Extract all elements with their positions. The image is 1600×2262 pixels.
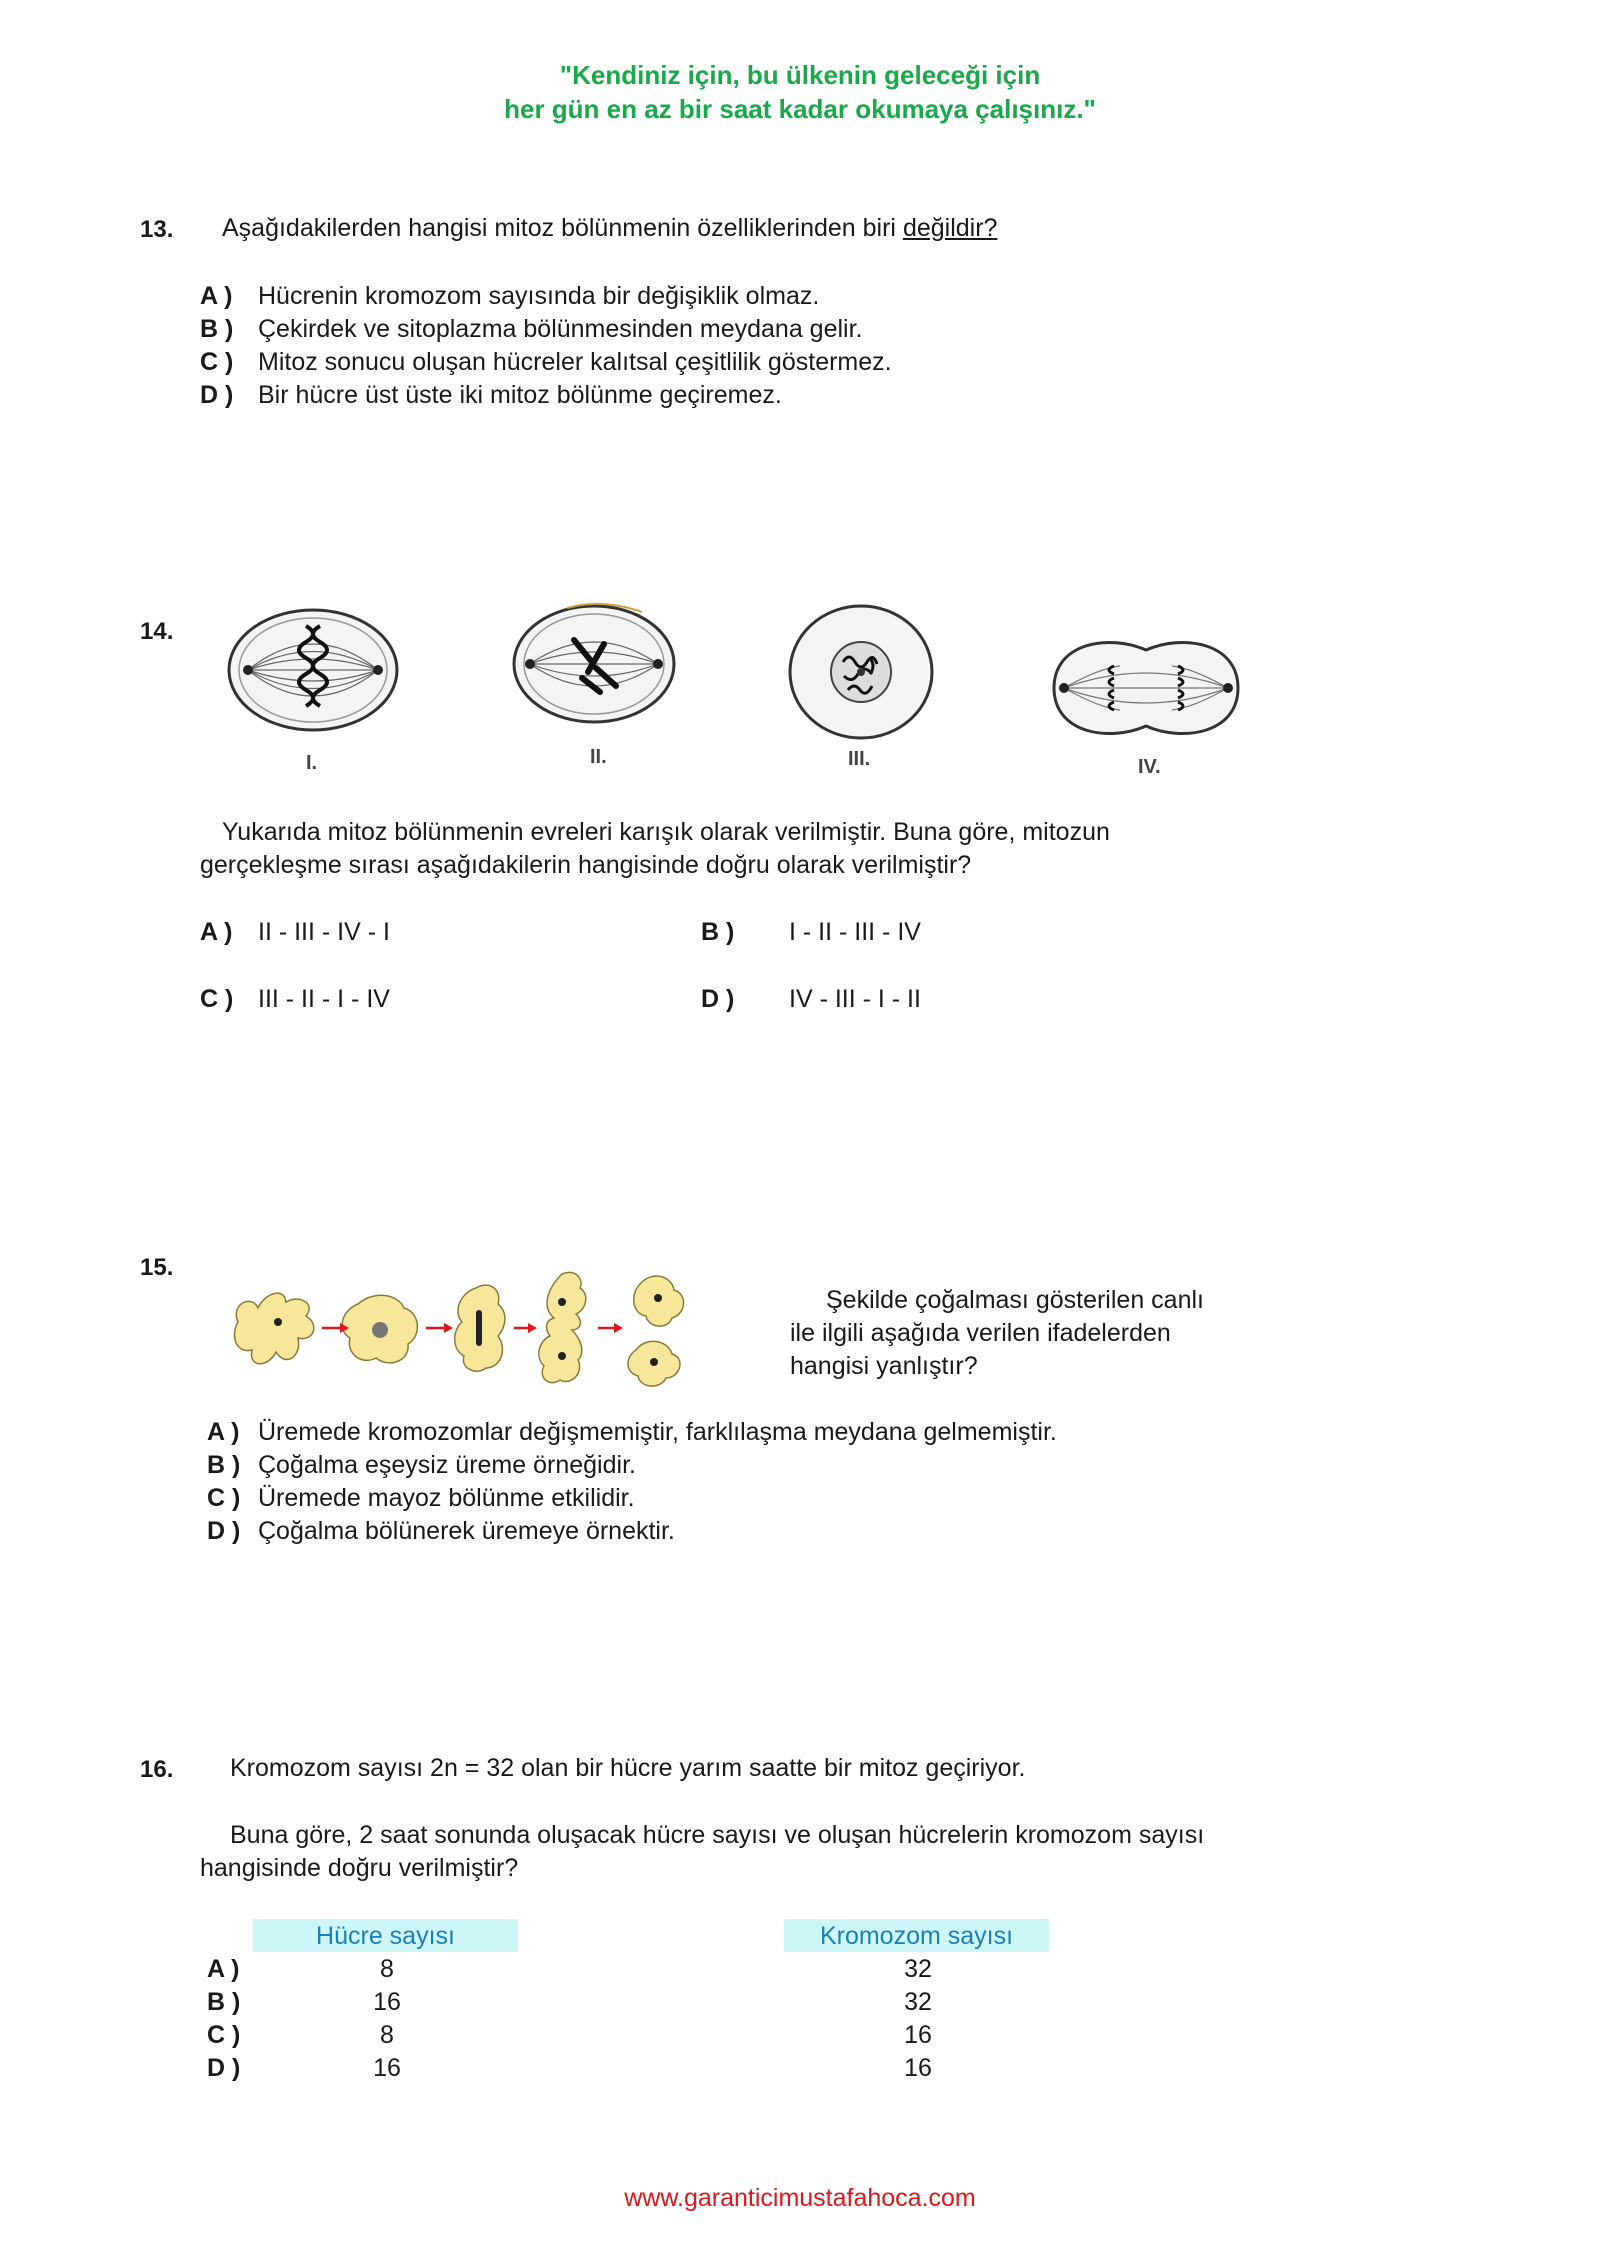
option-text: Çoğalma bölünerek üremeye örnektir. [258,1517,675,1545]
option-b[interactable] [701,916,921,949]
option-b[interactable] [200,313,863,346]
option-text: Çekirdek ve sitoplazma bölünmesinden meydana gelir. [258,315,863,343]
motivational-quote-line1: "Kendiniz için, bu ülkenin geleceği için [559,60,1041,90]
option-label: B ) [701,918,735,946]
option-label: A ) [200,282,233,310]
question-number: 15. [140,1254,174,1281]
chromosome-count: 32 [904,1955,932,1983]
chromosome-count: 32 [904,1988,932,2016]
option-text: Çoğalma eşeysiz üreme örneğidir. [258,1451,636,1479]
amoeba-division-image [228,1264,708,1394]
footer-website-link[interactable]: www.garanticimustafahoca.com [624,2184,976,2212]
question-stem-line2: Buna göre, 2 saat sonunda oluşacak hücre sayısı ve oluşan hücrelerin kromozom sayısı [230,1821,1205,1849]
figure-label-iv: IV. [1138,756,1161,778]
question-number: 16. [140,1756,174,1783]
question-stem-line1: Kromozom sayısı 2n = 32 olan bir hücre yarım saatte bir mitoz geçiriyor. [230,1754,1026,1782]
cell-count: 16 [373,2054,401,2082]
option-label: C ) [200,985,234,1013]
option-d[interactable] [200,379,782,412]
cell-count: 8 [380,1955,394,1983]
option-a[interactable] [207,1416,1057,1449]
option-text: I - II - III - IV [789,918,921,946]
option-label: C ) [207,2021,241,2049]
figure-label-iii: III. [848,748,871,770]
mitosis-phase-i-image [228,608,403,738]
option-d[interactable] [207,1515,675,1548]
option-label: A ) [207,1418,240,1446]
option-label: D ) [200,381,234,409]
option-label: B ) [207,1451,241,1479]
table-row-d[interactable] [207,2052,932,2085]
option-label: A ) [200,918,233,946]
option-label: D ) [701,985,735,1013]
stem-underlined: değildir? [902,214,998,242]
question-stem-line2: gerçekleşme sırası aşağıdakilerin hangisinde doğru olarak verilmiştir? [200,851,972,879]
table-row-b[interactable] [207,1986,932,2019]
option-label: B ) [200,315,234,343]
mitosis-phase-iii-image [788,602,938,742]
table-row-a[interactable] [207,1953,932,1986]
option-label: A ) [207,1955,240,1983]
option-label: C ) [207,1484,241,1512]
chromosome-count: 16 [904,2021,932,2049]
table-header-chromosome-count: Kromozom sayısı [784,1919,1049,1952]
option-text: Mitoz sonucu oluşan hücreler kalıtsal çeşitlilik göstermez. [258,348,892,376]
option-c[interactable] [200,983,390,1016]
question-number: 13. [140,216,174,243]
mitosis-phase-ii-image [512,600,677,725]
question-stem-line1: Yukarıda mitoz bölünmenin evreleri karışık olarak verilmiştir. Buna göre, mitozun [222,818,1110,846]
option-text: Hücrenin kromozom sayısında bir değişiklik olmaz. [258,282,820,310]
question-number: 14. [140,618,174,645]
motivational-quote-line2: her gün en az bir saat kadar okumaya çalışınız." [504,94,1096,124]
option-text: II - III - IV - I [258,918,390,946]
figure-label-i: I. [306,752,318,774]
question-stem-line3: hangisi yanlıştır? [790,1352,978,1380]
question-stem-line1: Şekilde çoğalması gösterilen canlı [826,1286,1204,1314]
option-label: D ) [207,1517,241,1545]
question-stem-line3: hangisinde doğru verilmiştir? [200,1854,519,1882]
option-c[interactable] [200,346,892,379]
option-text: Üremede kromozomlar değişmemiştir, farklılaşma meydana gelmemiştir. [258,1418,1057,1446]
question-stem-line2: ile ilgili aşağıda verilen ifadelerden [790,1319,1171,1347]
option-text: IV - III - I - II [789,985,921,1013]
option-label: C ) [200,348,234,376]
option-b[interactable] [207,1449,636,1482]
table-row-c[interactable] [207,2019,932,2052]
figure-label-ii: II. [590,746,607,768]
question-stem [222,212,997,245]
option-text: Bir hücre üst üste iki mitoz bölünme geçiremez. [258,381,782,409]
option-label: D ) [207,2054,241,2082]
mitosis-phase-iv-image [1050,638,1242,738]
option-a[interactable] [200,280,820,313]
option-text: Üremede mayoz bölünme etkilidir. [258,1484,635,1512]
option-label: B ) [207,1988,241,2016]
option-text: III - II - I - IV [258,985,390,1013]
cell-count: 8 [380,2021,394,2049]
option-d[interactable] [701,983,921,1016]
option-c[interactable] [207,1482,635,1515]
option-a[interactable] [200,916,390,949]
cell-count: 16 [373,1988,401,2016]
stem-text: Aşağıdakilerden hangisi mitoz bölünmenin özelliklerinden biri [222,214,903,242]
table-header-cell-count: Hücre sayısı [253,1919,518,1952]
chromosome-count: 16 [904,2054,932,2082]
